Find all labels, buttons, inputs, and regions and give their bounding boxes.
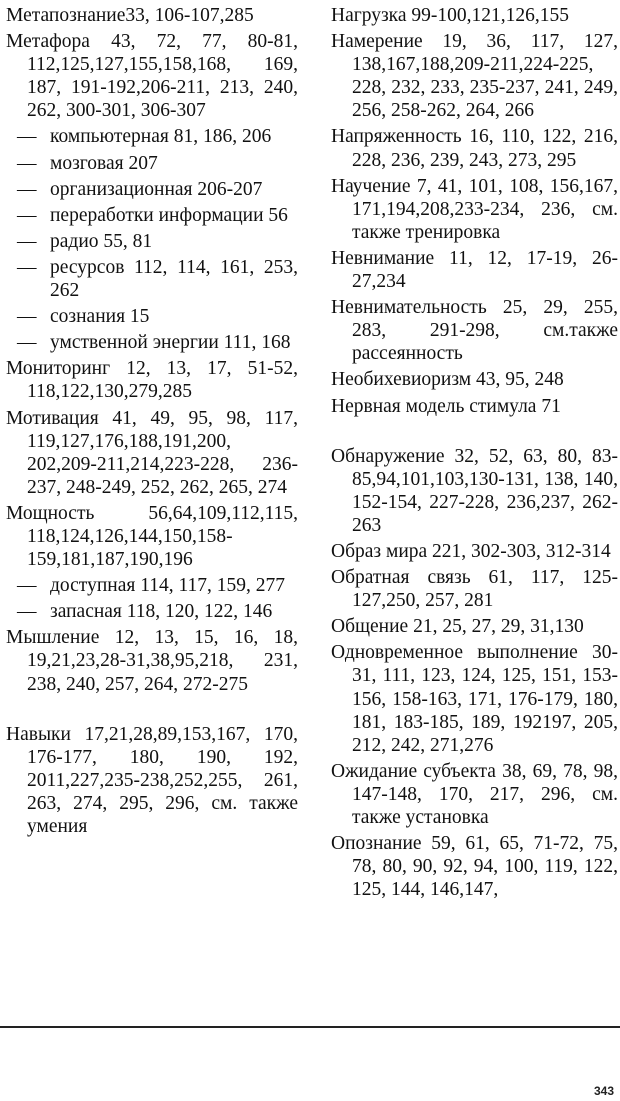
subentry-dash: — xyxy=(17,601,37,623)
index-entry xyxy=(331,445,618,537)
index-subentry xyxy=(6,574,298,597)
entry-text: Общение 21, 25, 27, 29, 31,130 xyxy=(331,616,584,638)
entry-text: Образ мира 221, 302-303, 312-314 xyxy=(331,540,611,562)
entry-text: Мотивация 41, 49, 95, 98, 117, 119,127,176,188,191,200, 202,209-211,214,223-228, 236-237, 248-249, 252, 262, 265, 274 xyxy=(6,407,298,498)
index-entry xyxy=(331,175,618,244)
entry-text: Одновременное выполнение 30-31, 111, 123, 124, 125, 151, 153-156, 158-163, 171, 176-179, 180, 181, 183-185, 189, 192197, 205, 212, 242, 271,276 xyxy=(331,642,618,756)
index-subentry xyxy=(6,152,298,175)
index-subentry xyxy=(6,331,298,354)
entry-text: Напряженность 16, 110, 122, 216, 228, 236, 239, 243, 273, 295 xyxy=(331,126,618,171)
index-entry xyxy=(331,4,618,27)
entry-text: компьютерная 81, 186, 206 xyxy=(50,126,272,148)
subentry-dash: — xyxy=(17,126,37,148)
subentry-dash: — xyxy=(17,575,37,597)
index-entry xyxy=(331,296,618,365)
index-subentry xyxy=(6,178,298,201)
index-subentry xyxy=(6,230,298,253)
subentry-dash: — xyxy=(17,178,37,200)
index-entry xyxy=(331,125,618,171)
index-entry xyxy=(6,357,298,403)
index-entry xyxy=(331,615,618,638)
index-subentry xyxy=(6,305,298,328)
index-entry xyxy=(331,566,618,612)
page-number: 343 xyxy=(593,1084,614,1098)
entry-text: доступная 114, 117, 159, 277 xyxy=(50,575,285,597)
index-entry xyxy=(6,407,298,499)
entry-text: радио 55, 81 xyxy=(50,230,153,252)
entry-text: Невнимание 11, 12, 17-19, 26-27,234 xyxy=(331,247,618,293)
index-subentry xyxy=(6,204,298,227)
index-entry xyxy=(331,247,618,293)
index-subentry xyxy=(6,256,298,302)
entry-text: Обнаружение 32, 52, 63, 80, 83-85,94,101,103,130-131, 138, 140, 152-154, 227-228, 236,237, 262-263 xyxy=(331,445,618,536)
entry-text: Нервная модель стимула 71 xyxy=(331,395,561,417)
entry-text: ресурсов 112, 114, 161, 253, 262 xyxy=(50,256,298,302)
subentry-dash: — xyxy=(17,204,37,226)
subentry-dash: — xyxy=(17,256,37,278)
entry-text: сознания 15 xyxy=(50,306,150,328)
index-column-right xyxy=(331,4,618,904)
index-entry xyxy=(6,30,298,122)
entry-text: Метапознание33, 106-107,285 xyxy=(6,5,254,26)
entry-text: Опознание 59, 61, 65, 71-72, 75, 78, 80, 90, 92, 94, 100, 119, 122, 125, 144, 146,147, xyxy=(331,833,618,901)
entry-text: Метафора 43, 72, 77, 80-81, 112,125,127,155,158,168, 169, 187, 191-192,206-211, 213, 240, 262, 300-301, 306-307 xyxy=(6,31,298,122)
index-entry xyxy=(6,4,298,27)
section-gap xyxy=(6,699,298,723)
subentry-dash: — xyxy=(17,332,37,354)
entry-text: Мощность 56,64,109,112,115, 118,124,126,144,150,158-159,181,187,190,196 xyxy=(6,502,298,571)
index-subentry xyxy=(6,125,298,148)
entry-text: Мышление 12, 13, 15, 16, 18, 19,21,23,28-31,38,95,218, 231, 238, 240, 257, 264, 272-275 xyxy=(6,627,298,695)
entry-text: Мониторинг 12, 13, 17, 51-52, 118,122,130,279,285 xyxy=(6,358,298,403)
entry-text: Невнимательность 25, 29, 255, 283, 291-298, см.также рассеянность xyxy=(331,297,618,365)
subentry-dash: — xyxy=(17,306,37,328)
index-entry xyxy=(331,540,618,563)
index-subentry xyxy=(6,600,298,623)
entry-text: Обратная связь 61, 117, 125-127,250, 257, 281 xyxy=(331,567,618,612)
entry-text: переработки информации 56 xyxy=(50,204,288,226)
index-entry xyxy=(331,395,618,418)
entry-text: запасная 118, 120, 122, 146 xyxy=(50,601,273,623)
entry-text: мозговая 207 xyxy=(50,152,158,174)
entry-text: организационная 206-207 xyxy=(50,178,263,200)
entry-text: умственной энергии 111, 168 xyxy=(50,332,291,354)
index-entry xyxy=(331,760,618,829)
index-column-left xyxy=(6,4,298,841)
entry-text: Ожидание субъекта 38, 69, 78, 98, 147-148, 170, 217, 296, см. также установка xyxy=(331,760,618,828)
index-entry xyxy=(6,626,298,695)
index-entry xyxy=(331,368,618,391)
entry-text: Намерение 19, 36, 117, 127, 138,167,188,209-211,224-225, 228, 232, 233, 235-237, 241, 249, 256, 258-262, 264, 266 xyxy=(331,31,618,122)
subentry-dash: — xyxy=(17,152,37,174)
subentry-dash: — xyxy=(17,230,37,252)
index-entry xyxy=(331,30,618,122)
entry-text: Необихевиоризм 43, 95, 248 xyxy=(331,369,564,391)
index-entry xyxy=(331,641,618,756)
index-entry xyxy=(6,723,298,838)
entry-text: Нагрузка 99-100,121,126,155 xyxy=(331,5,570,26)
section-gap xyxy=(331,421,618,445)
entry-text: Навыки 17,21,28,89,153,167, 170, 176-177, 180, 190, 192, 2011,227,235-238,252,255, 261, 263, 274, 295, 296, см. также умения xyxy=(6,723,298,837)
index-entry xyxy=(6,502,298,571)
index-entry xyxy=(331,832,618,901)
footer-rule xyxy=(0,1026,620,1028)
entry-text: Научение 7, 41, 101, 108, 156,167, 171,194,208,233-234, 236, см. также тренировка xyxy=(331,175,618,243)
